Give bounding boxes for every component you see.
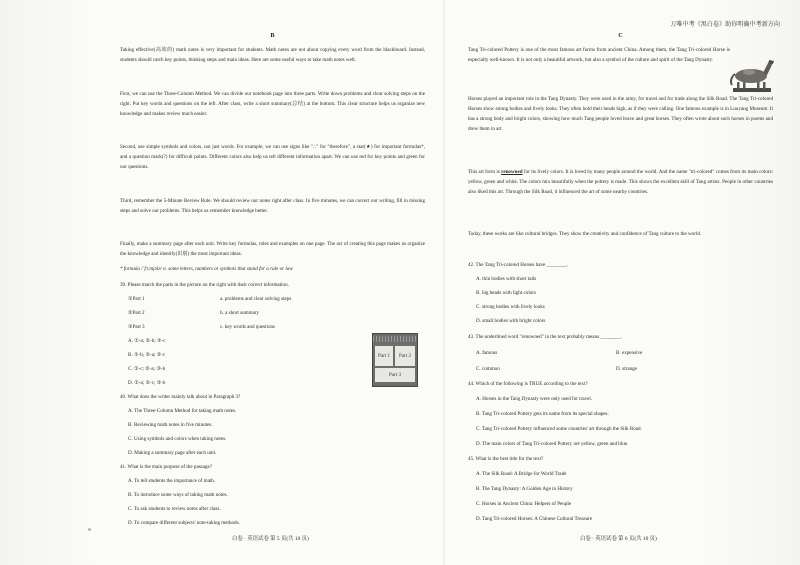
binding-dot [88, 528, 91, 531]
q43-option-b[interactable]: B. expensive [616, 350, 643, 356]
q42-option-c[interactable]: C. strong bodies with lively looks [476, 304, 545, 310]
diagram-part-2: Part 2 [395, 346, 415, 366]
passage-b-paragraph-1: Taking effective(高效的) math notes is very important for students. Math notes are not about copying every word from the blackboard. Instead, students should catch key points, thinking steps and main ideas. Here are some useful ways to take math notes well. [120, 47, 425, 63]
q39-option-d[interactable]: D. ①-a; ②-c; ③-b [128, 380, 166, 386]
question-41-stem: 41. What is the main purpose of the passage? [120, 464, 212, 470]
q41-option-b[interactable]: B. To introduce some ways of taking math notes. [128, 492, 228, 498]
q39-info: c. key words and questions [220, 324, 276, 330]
q44-option-b[interactable]: B. Tang Tri-colored Pottery gets its name from its special shapes. [476, 411, 609, 417]
question-43-stem: 43. The underlined word "renowned" in the text probably means ________. [468, 334, 623, 340]
q41-option-c[interactable]: C. To ask students to review notes after class. [128, 506, 221, 512]
q39-option-c[interactable]: C. ①-c; ②-a; ③-b [128, 366, 166, 372]
page-footer-right: 白卷 · 英语试卷 第 6 页(共 10 页) [580, 536, 657, 542]
passage-c-paragraph-2: Horses played an important role in the Tang Dynasty. They were used in the army, for travel and for trade along the Silk Road. The Tang Tri-colored Horses show strong bodies and lively looks. They often hold their heads high, as if they were calling. One famous example is in Luoyang Museum. It has a strong body and bright colors, showing how much Tang people loved brave and great horses. They often wrote about such horses in poems and drew them in art. [468, 96, 773, 132]
question-42-stem: 42. The Tang Tri-colored Horses have ________. [468, 262, 569, 268]
page-footer-left: 白卷 · 英语试卷 第 5 页(共 10 页) [232, 536, 309, 542]
passage-c-paragraph-1: Tang Tri-colored Pottery is one of the most famous art forms from ancient China. Among them, the Tang Tri-colored Horse is especially well-known. It is not only a beautiful artwork, but also a symbol of the culture and spirit of the Tang Dynasty. [468, 47, 730, 63]
header-slogan: 万唯中考《黑白卷》助你明确中考新方向 [670, 21, 780, 28]
para3-text: for its lively colors. It is loved by many people around the world. And the name "tri-colored" comes from its main colors: yellow, green and white. The colors mix beautifully when the pottery is made. This shows the excellent skill of Tang artists. People in other countries also liked this art. Through the Silk Road, it influenced the art of some nearby countries. [468, 169, 773, 195]
q44-option-a[interactable]: A. Horses in the Tang Dynasty were only used for travel. [476, 396, 593, 402]
q40-option-d[interactable]: D. Making a summary page after each unit. [128, 450, 217, 456]
q40-option-a[interactable]: A. The Three-Column Method for taking math notes. [128, 408, 237, 414]
q42-option-b[interactable]: B. big heads with light colors [476, 290, 536, 296]
q39-part: ③Part 3 [128, 324, 145, 330]
q39-info: b. a short summary [220, 310, 260, 316]
passage-c-paragraph-3 [468, 168, 773, 198]
q41-option-d[interactable]: D. To compare different subjects' note-taking methods. [128, 520, 240, 526]
para3-text: This art form is [468, 169, 502, 175]
passage-c-paragraph-4: Today, these works are like cultural bridges. They show the creativity and confidence of Tang culture to the world. [468, 231, 702, 237]
section-letter-b: B [270, 32, 275, 39]
q42-option-a[interactable]: A. thin bodies with short tails [476, 276, 537, 282]
q45-option-d[interactable]: D. Tang Tri-colored Horses: A Chinese Cultural Treasure [476, 516, 593, 522]
question-40-stem: 40. What does the writer mainly talk about in Paragraph 3? [120, 394, 241, 400]
passage-b-paragraph-3: Second, use simple symbols and colors, not just words. For example, we can use signs like "∴" for "therefore", a star(★) for important formulas*, and a question mark(?) for difficult points. Different colors also help us tell different information apart. We can use red for key points and green for our questions. [120, 144, 425, 170]
question-45-stem: 45. What is the best title for the text? [468, 456, 544, 462]
q43-option-a[interactable]: A. famous [476, 350, 498, 356]
tang-horse-image [727, 55, 777, 95]
q45-option-b[interactable]: B. The Tang Dynasty: A Golden Age in History [476, 486, 573, 492]
q45-option-c[interactable]: C. Horses in Ancient China: Helpers of People [476, 501, 572, 507]
three-column-diagram [372, 333, 418, 387]
q39-part: ②Part 2 [128, 310, 145, 316]
q44-option-d[interactable]: D. The main colors of Tang Tri-colored Pottery are yellow, green and blue. [476, 441, 629, 447]
underlined-word: renowned [501, 169, 523, 175]
passage-b-paragraph-4: Third, remember the 5-Minute Review Rule. We should review our notes right after class. In five minutes, we can correct our writing, fill in missing steps and solve our problems. This helps us remember knowledge better. [120, 198, 425, 214]
notebook-spiral [373, 336, 417, 342]
footnote: * formula /ˈfɔːmjələ/ n. some letters, numbers or symbols that stand for a rule or law [120, 266, 293, 272]
q44-option-c[interactable]: C. Tang Tri-colored Pottery influenced some countries' art through the Silk Road. [476, 426, 642, 432]
passage-b-paragraph-2: First, we can use the Three-Column Method. We can divide our notebook page into three parts. Write down problems and clear solving steps on the right. Put key words and questions on the left. After class, write a short summary(总结) at the bottom. This clear structure helps us organize new knowledge and makes review much easier. [120, 91, 425, 117]
q40-option-b[interactable]: B. Reviewing math notes in five minutes. [128, 422, 213, 428]
q39-option-b[interactable]: B. ①-b; ②-a; ③-c [128, 352, 166, 358]
q43-option-d[interactable]: D. strange [616, 366, 637, 372]
q42-option-d[interactable]: D. small bodies with bright colors [476, 318, 546, 324]
q39-option-a[interactable]: A. ①-a; ②-b; ③-c [128, 338, 166, 344]
passage-b-paragraph-5: Finally, make a summary page after each unit. Write key formulas, rules and examples on one page. The act of creating this page makes us organize the knowledge and identify(识别) the most important ideas. [120, 241, 425, 257]
q39-part: ①Part 1 [128, 296, 145, 302]
section-letter-c: C [618, 32, 623, 39]
q41-option-a[interactable]: A. To tell students the importance of math. [128, 478, 216, 484]
q45-option-a[interactable]: A. The Silk Road: A Bridge for World Trade [476, 471, 567, 477]
q40-option-c[interactable]: C. Using symbols and colors when taking notes. [128, 436, 227, 442]
diagram-part-3: Part 3 [375, 368, 415, 382]
question-39-stem: 39. Please match the parts in the picture on the right with their correct information. [120, 282, 289, 288]
q43-option-c[interactable]: C. common [476, 366, 500, 372]
question-44-stem: 44. Which of the following is TRUE according to the text? [468, 381, 588, 387]
diagram-part-1: Part 1 [375, 346, 393, 366]
page-fold [443, 0, 445, 565]
q39-info: a. problems and clear solving steps [220, 296, 292, 302]
